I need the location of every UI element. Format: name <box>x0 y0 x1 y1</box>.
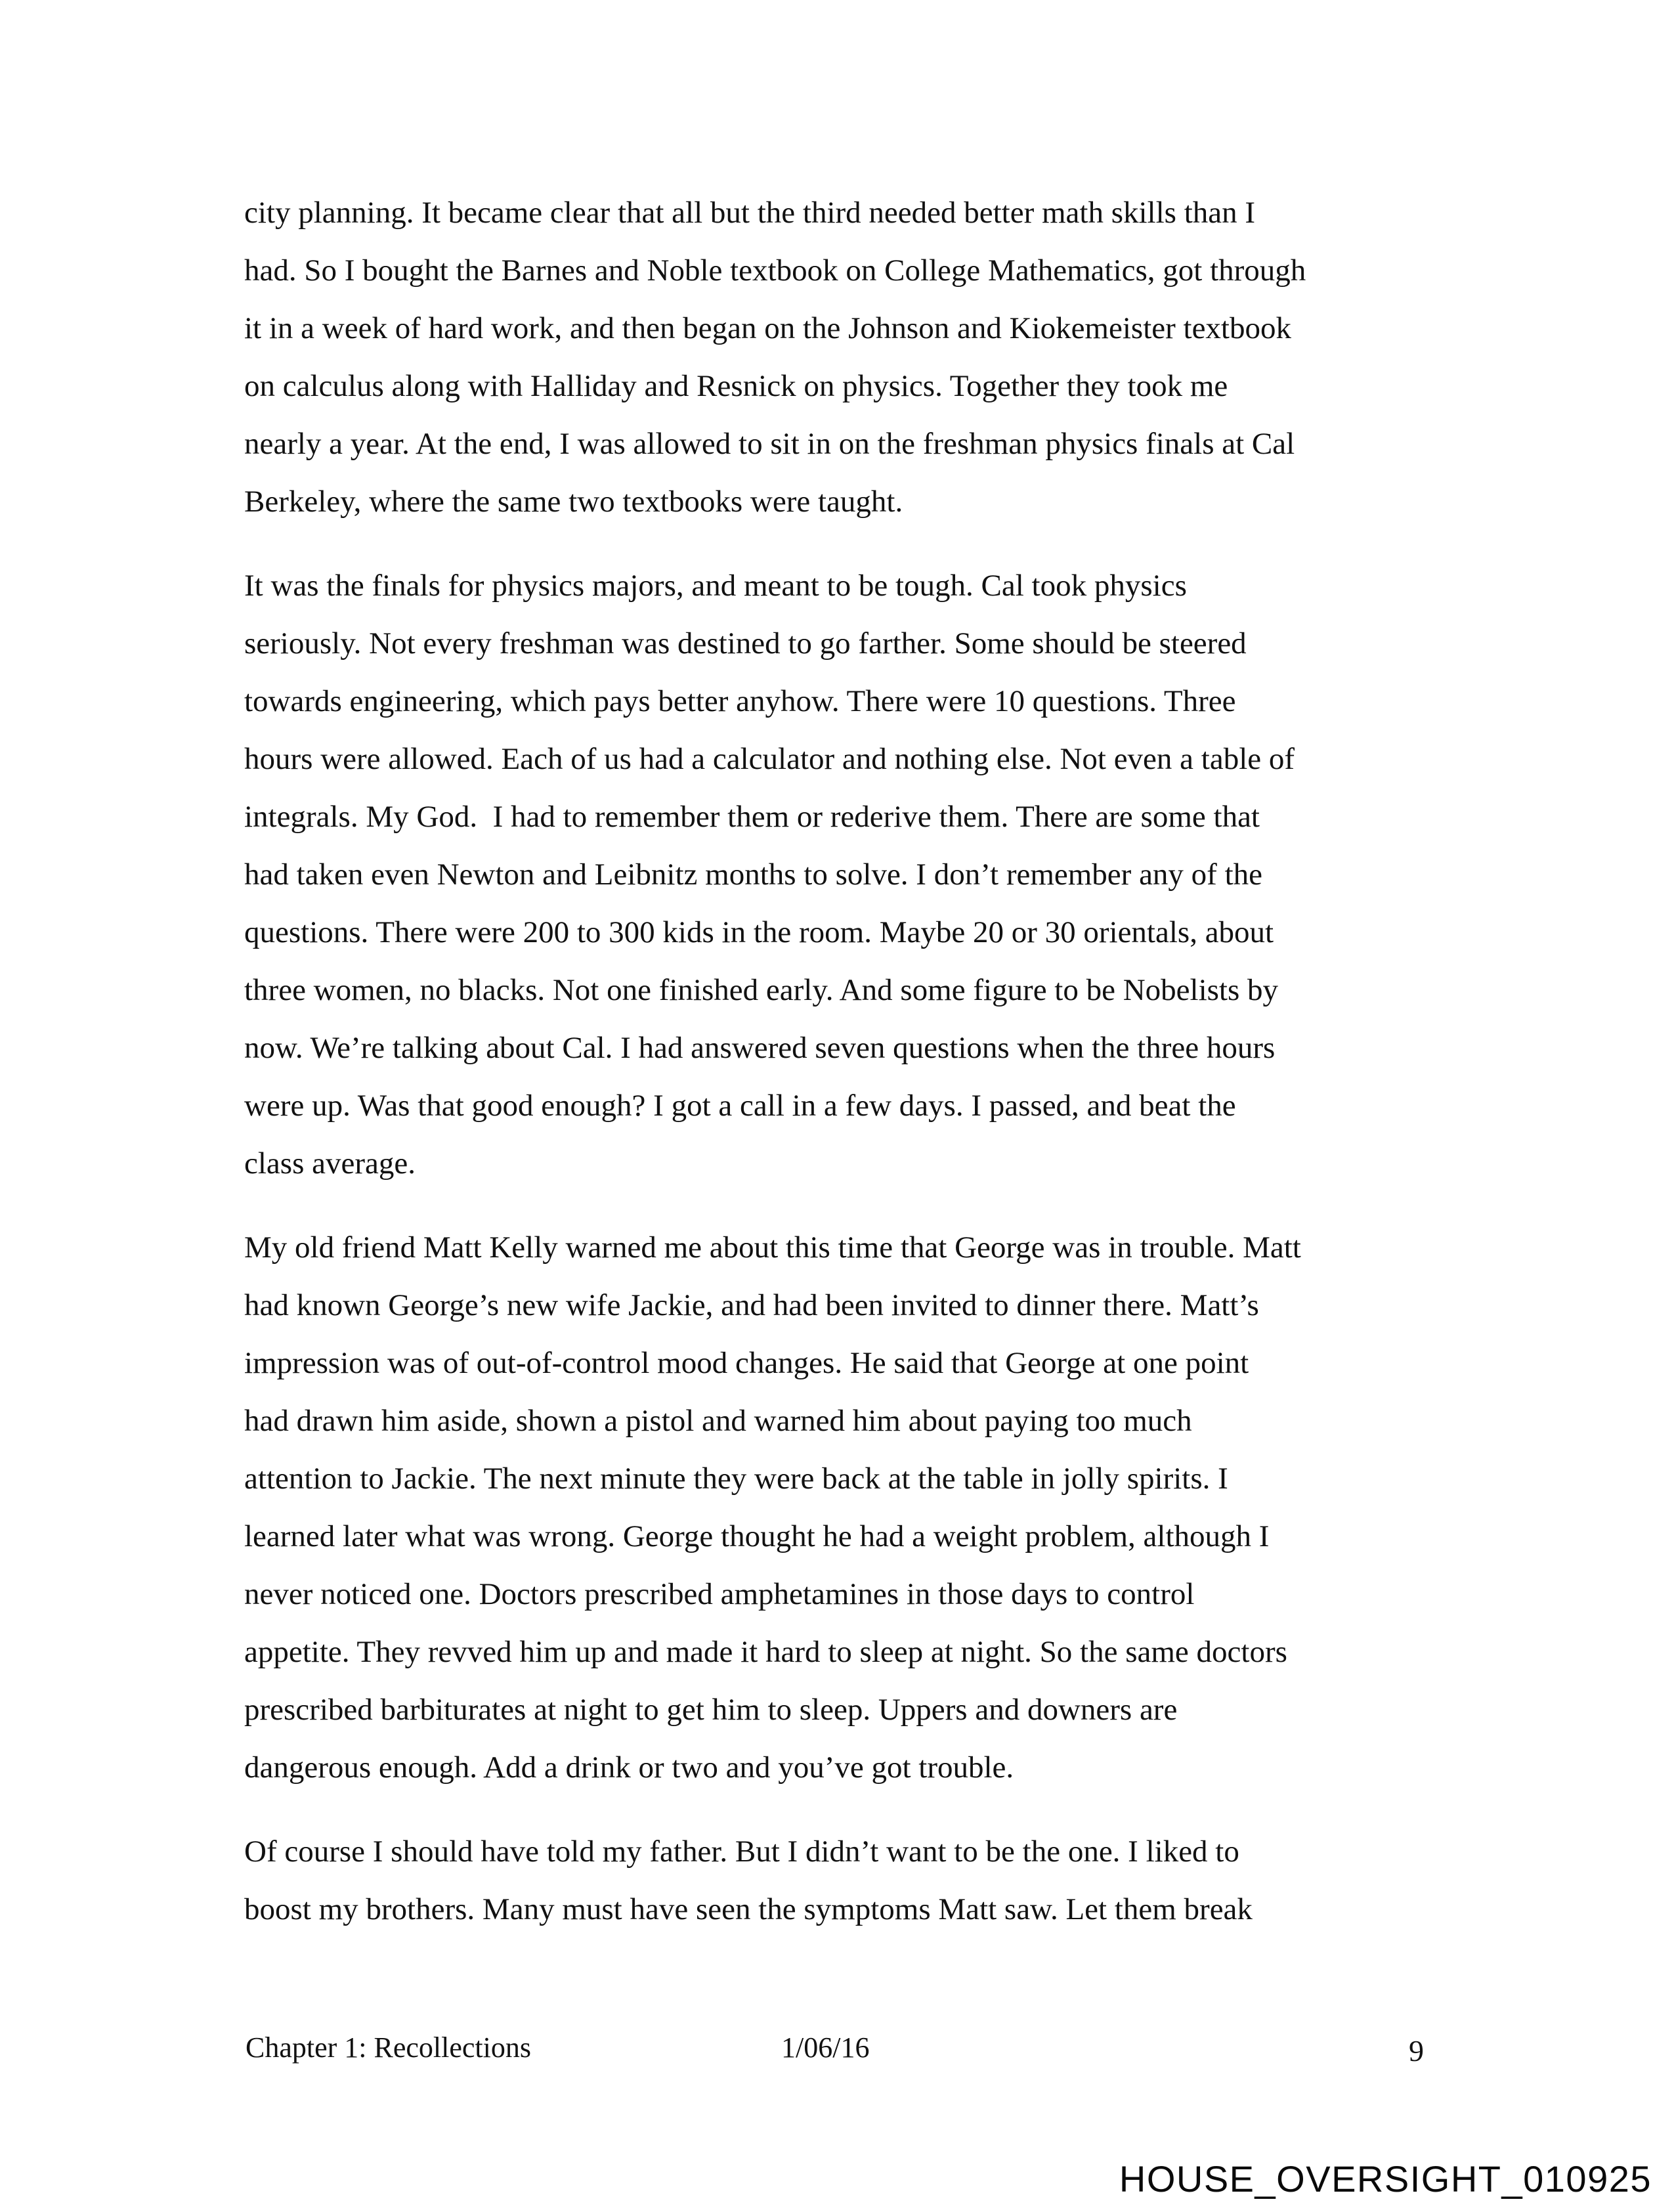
footer-date: 1/06/16 <box>781 2031 870 2064</box>
text-line: never noticed one. Doctors prescribed amphetamines in those days to control <box>244 1577 1195 1611</box>
paragraph <box>244 184 1452 531</box>
text-line: dangerous enough. Add a drink or two and you’ve got trouble. <box>244 1750 1014 1785</box>
paragraph <box>244 557 1452 1192</box>
text-line: nearly a year. At the end, I was allowed to sit in on the freshman physics finals at Cal <box>244 427 1295 461</box>
footer-chapter-label: Chapter 1: Recollections <box>246 2031 531 2064</box>
footer-page-number: 9 <box>1409 2034 1424 2068</box>
text-line: It was the finals for physics majors, and meant to be tough. Cal took physics <box>244 569 1187 603</box>
text-line: appetite. They revved him up and made it hard to sleep at night. So the same doctors <box>244 1635 1287 1669</box>
text-line: hours were allowed. Each of us had a calculator and nothing else. Not even a table of <box>244 742 1295 776</box>
text-line: it in a week of hard work, and then began on the Johnson and Kiokemeister textbook <box>244 311 1291 345</box>
text-line: on calculus along with Halliday and Resnick on physics. Together they took me <box>244 369 1228 403</box>
text-line: towards engineering, which pays better anyhow. There were 10 questions. Three <box>244 684 1236 718</box>
text-line: class average. <box>244 1146 416 1181</box>
text-line: integrals. My God. I had to remember them or rederive them. There are some that <box>244 800 1260 834</box>
text-line: had drawn him aside, shown a pistol and warned him about paying too much <box>244 1404 1192 1438</box>
text-line: were up. Was that good enough? I got a call in a few days. I passed, and beat the <box>244 1089 1236 1123</box>
text-line: boost my brothers. Many must have seen the symptoms Matt saw. Let them break <box>244 1892 1253 1926</box>
text-line: My old friend Matt Kelly warned me about this time that George was in trouble. Matt <box>244 1230 1301 1265</box>
text-line: Of course I should have told my father. But I didn’t want to be the one. I liked to <box>244 1834 1239 1869</box>
paragraph <box>244 1219 1452 1796</box>
document-body <box>244 184 1452 1964</box>
text-line: seriously. Not every freshman was destined to go farther. Some should be steered <box>244 626 1247 661</box>
text-line: three women, no blacks. Not one finished early. And some figure to be Nobelists by <box>244 973 1279 1007</box>
paragraph <box>244 1823 1452 1938</box>
text-line: prescribed barbiturates at night to get him to sleep. Uppers and downers are <box>244 1693 1178 1727</box>
text-line: had known George’s new wife Jackie, and had been invited to dinner there. Matt’s <box>244 1288 1259 1322</box>
oversight-stamp: HOUSE_OVERSIGHT_010925 <box>1119 2158 1652 2200</box>
text-line: city planning. It became clear that all but the third needed better math skills than I <box>244 196 1256 230</box>
text-line: now. We’re talking about Cal. I had answered seven questions when the three hours <box>244 1031 1276 1065</box>
text-line: had. So I bought the Barnes and Noble textbook on College Mathematics, got through <box>244 253 1306 288</box>
text-line: learned later what was wrong. George thought he had a weight problem, although I <box>244 1519 1270 1553</box>
text-line: questions. There were 200 to 300 kids in the room. Maybe 20 or 30 orientals, about <box>244 915 1274 949</box>
text-line: had taken even Newton and Leibnitz months to solve. I don’t remember any of the <box>244 857 1262 892</box>
text-line: Berkeley, where the same two textbooks were taught. <box>244 485 903 519</box>
text-line: attention to Jackie. The next minute they were back at the table in jolly spirits. I <box>244 1462 1228 1496</box>
text-line: impression was of out-of-control mood changes. He said that George at one point <box>244 1346 1249 1380</box>
